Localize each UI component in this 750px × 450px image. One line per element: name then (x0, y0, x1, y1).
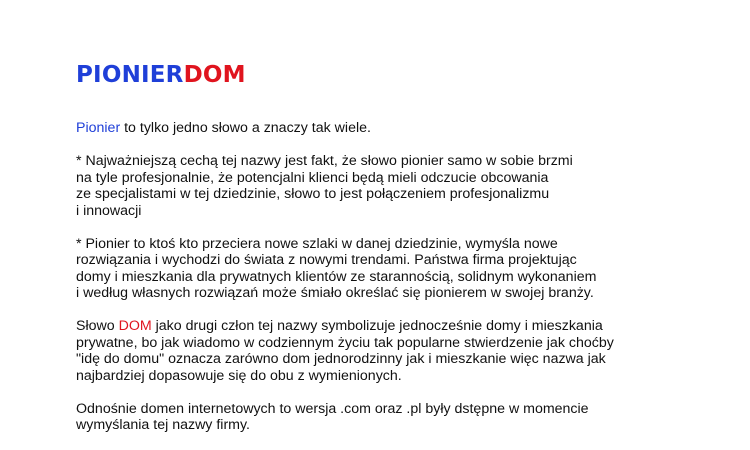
dom-text-after: jako drugi człon tej nazwy symbolizuje jednocześnie domy i mieszkania prywatne, bo jak wiadomo w codziennym życiu tak popularne stwierdzenie jak choćby "idę do domu" oznacza zarówno dom jednorodzinny jak i mieszkanie więc nazwa jak najbardziej dopasowuje się do obu z wymienionych. (76, 318, 614, 384)
pionier-highlight: Pionier (76, 120, 121, 136)
intro-text: to tylko jedno słowo a znaczy tak wiele. (120, 120, 371, 136)
point-paragraph-2: * Pionier to ktoś kto przeciera nowe szlaki w danej dziedzinie, wymyśla nowe rozwiązania i wychodzi do świata z nowymi trendami. Państwa firma projektując domy i mieszkania dla prywatnych klientów ze starannością, solidnym wykonaniem i według własnych rozwiązań może śmiało określać się pionierem w swojej branży. (76, 235, 597, 301)
point-paragraph-1: * Najważniejszą cechą tej nazwy jest fakt, że słowo pionier samo w sobie brzmi na tyle profesjonalnie, że potencjalni klienci będą mieli odczucie obcowania ze specjalistami w tej dziedzinie, słowo to jest połączeniem profesjonalizmu i innowacji (76, 153, 573, 219)
dom-text-before: Słowo (76, 318, 119, 334)
logo-part-dom: DOM (183, 62, 246, 88)
domains-paragraph: Odnośnie domen internetowych to wersja .com oraz .pl były dstępne w momencie wymyślania tej nazwy firmy. (76, 400, 589, 433)
logo (76, 62, 246, 88)
description-text (76, 120, 736, 450)
dom-paragraph (76, 318, 736, 384)
intro-paragraph (76, 120, 736, 137)
logo-part-pionier: PIONIER (76, 62, 184, 88)
dom-highlight: DOM (118, 318, 152, 334)
